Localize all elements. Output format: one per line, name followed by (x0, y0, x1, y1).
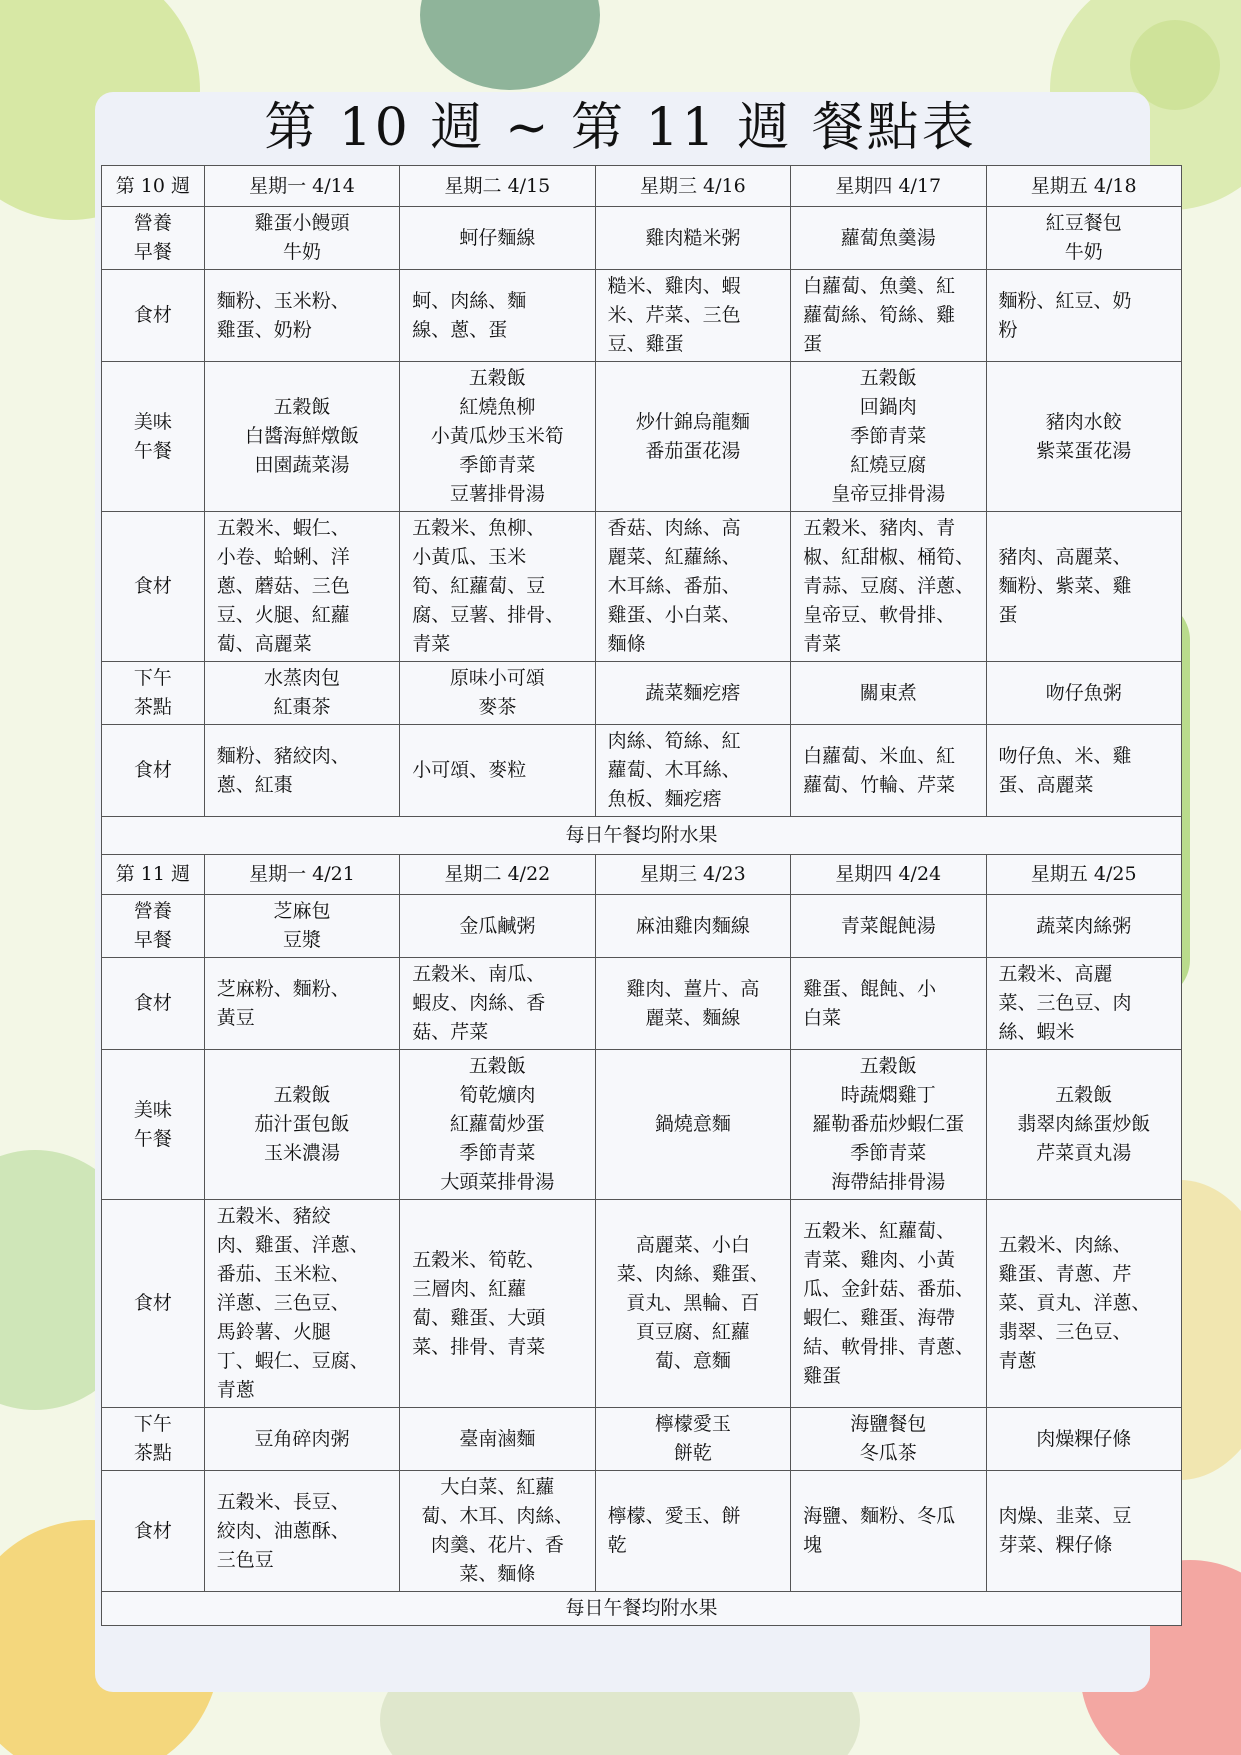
meal-cell: 海鹽餐包 冬瓜茶 (791, 1408, 986, 1471)
day-header: 星期一 4/14 (204, 166, 399, 207)
meal-cell: 蔬菜麵疙瘩 (595, 662, 790, 725)
meal-cell: 五穀米、豬肉、青 椒、紅甜椒、桶筍、 青蒜、豆腐、洋蔥、 皇帝豆、軟骨排、 青菜 (791, 512, 986, 662)
meal-row (102, 725, 1182, 817)
meal-cell: 大白菜、紅蘿 蔔、木耳、肉絲、 肉羹、花片、香 菜、麵條 (400, 1471, 595, 1592)
meal-cell: 鍋燒意麵 (595, 1050, 790, 1200)
day-header: 星期二 4/22 (400, 855, 595, 895)
meal-row (102, 662, 1182, 725)
meal-row (102, 1471, 1182, 1592)
row-label: 下午 茶點 (102, 1408, 205, 1471)
note-row (102, 1592, 1182, 1626)
meal-cell: 五穀飯 翡翠肉絲蛋炒飯 芹菜貢丸湯 (986, 1050, 1182, 1200)
meal-cell: 麵粉、玉米粉、 雞蛋、奶粉 (204, 270, 399, 362)
row-label: 營養 早餐 (102, 207, 205, 270)
day-header: 星期五 4/25 (986, 855, 1182, 895)
meal-cell: 五穀飯 回鍋肉 季節青菜 紅燒豆腐 皇帝豆排骨湯 (791, 362, 986, 512)
fruit-note: 每日午餐均附水果 (102, 1592, 1182, 1626)
meal-cell: 蚵仔麵線 (400, 207, 595, 270)
meal-cell: 蔬菜肉絲粥 (986, 895, 1182, 958)
meal-row (102, 958, 1182, 1050)
meal-cell: 五穀飯 筍乾爌肉 紅蘿蔔炒蛋 季節青菜 大頭菜排骨湯 (400, 1050, 595, 1200)
page-title: 第 10 週 ~ 第 11 週 餐點表 (264, 98, 977, 158)
meal-cell: 雞蛋小饅頭 牛奶 (204, 207, 399, 270)
meal-cell: 水蒸肉包 紅棗茶 (204, 662, 399, 725)
meal-cell: 肉燥、韭菜、豆 芽菜、粿仔條 (986, 1471, 1182, 1592)
meal-cell: 五穀米、長豆、 絞肉、油蔥酥、 三色豆 (204, 1471, 399, 1592)
meal-cell: 海鹽、麵粉、冬瓜 塊 (791, 1471, 986, 1592)
meal-cell: 原味小可頌 麥茶 (400, 662, 595, 725)
meal-cell: 五穀飯 茄汁蛋包飯 玉米濃湯 (204, 1050, 399, 1200)
meal-cell: 雞蛋、餛飩、小 白菜 (791, 958, 986, 1050)
meal-cell: 麵粉、豬絞肉、 蔥、紅棗 (204, 725, 399, 817)
meal-cell: 糙米、雞肉、蝦 米、芹菜、三色 豆、雞蛋 (595, 270, 790, 362)
decor-broccoli (420, 0, 600, 90)
meal-cell: 香菇、肉絲、高 麗菜、紅蘿絲、 木耳絲、番茄、 雞蛋、小白菜、 麵條 (595, 512, 790, 662)
row-label: 食材 (102, 270, 205, 362)
meal-cell: 雞肉糙米粥 (595, 207, 790, 270)
meal-cell: 五穀米、豬絞 肉、雞蛋、洋蔥、 番茄、玉米粒、 洋蔥、三色豆、 馬鈴薯、火腿 丁、蝦仁、豆腐、 青蔥 (204, 1200, 399, 1408)
meal-cell: 蘿蔔魚羹湯 (791, 207, 986, 270)
meal-row (102, 1408, 1182, 1471)
meal-row (102, 362, 1182, 512)
meal-cell: 炒什錦烏龍麵 番茄蛋花湯 (595, 362, 790, 512)
meal-cell: 五穀米、蝦仁、 小卷、蛤蜊、洋 蔥、蘑菇、三色 豆、火腿、紅蘿 蔔、高麗菜 (204, 512, 399, 662)
meal-row (102, 270, 1182, 362)
meal-cell: 五穀米、紅蘿蔔、 青菜、雞肉、小黃 瓜、金針菇、番茄、 蝦仁、雞蛋、海帶 結、軟骨排、青蔥、 雞蛋 (791, 1200, 986, 1408)
meal-cell: 蚵、肉絲、麵 線、蔥、蛋 (400, 270, 595, 362)
meal-cell: 豬肉、高麗菜、 麵粉、紫菜、雞 蛋 (986, 512, 1182, 662)
meal-row (102, 512, 1182, 662)
row-label: 食材 (102, 512, 205, 662)
meal-cell: 金瓜鹹粥 (400, 895, 595, 958)
day-header: 星期三 4/23 (595, 855, 790, 895)
meal-cell: 青菜餛飩湯 (791, 895, 986, 958)
meal-cell: 五穀飯 紅燒魚柳 小黃瓜炒玉米筍 季節青菜 豆薯排骨湯 (400, 362, 595, 512)
meal-cell: 五穀米、南瓜、 蝦皮、肉絲、香 菇、芹菜 (400, 958, 595, 1050)
meal-cell: 白蘿蔔、米血、紅 蘿蔔、竹輪、芹菜 (791, 725, 986, 817)
meal-cell: 雞肉、薑片、高 麗菜、麵線 (595, 958, 790, 1050)
row-label: 營養 早餐 (102, 895, 205, 958)
meal-cell: 五穀飯 時蔬燜雞丁 羅勒番茄炒蝦仁蛋 季節青菜 海帶結排骨湯 (791, 1050, 986, 1200)
meal-cell: 小可頌、麥粒 (400, 725, 595, 817)
meal-cell: 芝麻粉、麵粉、 黃豆 (204, 958, 399, 1050)
meal-cell: 五穀米、高麗 菜、三色豆、肉 絲、蝦米 (986, 958, 1182, 1050)
day-header: 星期一 4/21 (204, 855, 399, 895)
menu-table (101, 165, 1182, 1626)
fruit-note: 每日午餐均附水果 (102, 817, 1182, 855)
meal-cell: 吻仔魚、米、雞 蛋、高麗菜 (986, 725, 1182, 817)
week-label: 第 10 週 (102, 166, 205, 207)
row-label: 美味 午餐 (102, 1050, 205, 1200)
week-label: 第 11 週 (102, 855, 205, 895)
row-label: 食材 (102, 1471, 205, 1592)
meal-cell: 白蘿蔔、魚羹、紅 蘿蔔絲、筍絲、雞 蛋 (791, 270, 986, 362)
week-header-row (102, 855, 1182, 895)
meal-cell: 五穀米、肉絲、 雞蛋、青蔥、芹 菜、貢丸、洋蔥、 翡翠、三色豆、 青蔥 (986, 1200, 1182, 1408)
meal-row (102, 1050, 1182, 1200)
meal-cell: 芝麻包 豆漿 (204, 895, 399, 958)
week-header-row (102, 166, 1182, 207)
meal-cell: 五穀飯 白醬海鮮燉飯 田園蔬菜湯 (204, 362, 399, 512)
row-label: 食材 (102, 725, 205, 817)
meal-cell: 檸檬、愛玉、餅 乾 (595, 1471, 790, 1592)
row-label: 食材 (102, 1200, 205, 1408)
meal-cell: 肉燥粿仔條 (986, 1408, 1182, 1471)
day-header: 星期四 4/24 (791, 855, 986, 895)
row-label: 食材 (102, 958, 205, 1050)
meal-cell: 關東煮 (791, 662, 986, 725)
meal-cell: 五穀米、筍乾、 三層肉、紅蘿 蔔、雞蛋、大頭 菜、排骨、青菜 (400, 1200, 595, 1408)
meal-cell: 豬肉水餃 紫菜蛋花湯 (986, 362, 1182, 512)
day-header: 星期四 4/17 (791, 166, 986, 207)
day-header: 星期二 4/15 (400, 166, 595, 207)
meal-row (102, 207, 1182, 270)
meal-cell: 麻油雞肉麵線 (595, 895, 790, 958)
meal-row (102, 1200, 1182, 1408)
meal-cell: 麵粉、紅豆、奶 粉 (986, 270, 1182, 362)
meal-cell: 肉絲、筍絲、紅 蘿蔔、木耳絲、 魚板、麵疙瘩 (595, 725, 790, 817)
meal-cell: 五穀米、魚柳、 小黃瓜、玉米 筍、紅蘿蔔、豆 腐、豆薯、排骨、 青菜 (400, 512, 595, 662)
day-header: 星期三 4/16 (595, 166, 790, 207)
row-label: 下午 茶點 (102, 662, 205, 725)
meal-cell: 高麗菜、小白 菜、肉絲、雞蛋、 貢丸、黑輪、百 頁豆腐、紅蘿 蔔、意麵 (595, 1200, 790, 1408)
day-header: 星期五 4/18 (986, 166, 1182, 207)
meal-cell: 吻仔魚粥 (986, 662, 1182, 725)
meal-cell: 紅豆餐包 牛奶 (986, 207, 1182, 270)
meal-cell: 檸檬愛玉 餅乾 (595, 1408, 790, 1471)
meal-row (102, 895, 1182, 958)
meal-cell: 臺南滷麵 (400, 1408, 595, 1471)
row-label: 美味 午餐 (102, 362, 205, 512)
meal-cell: 豆角碎肉粥 (204, 1408, 399, 1471)
note-row (102, 817, 1182, 855)
